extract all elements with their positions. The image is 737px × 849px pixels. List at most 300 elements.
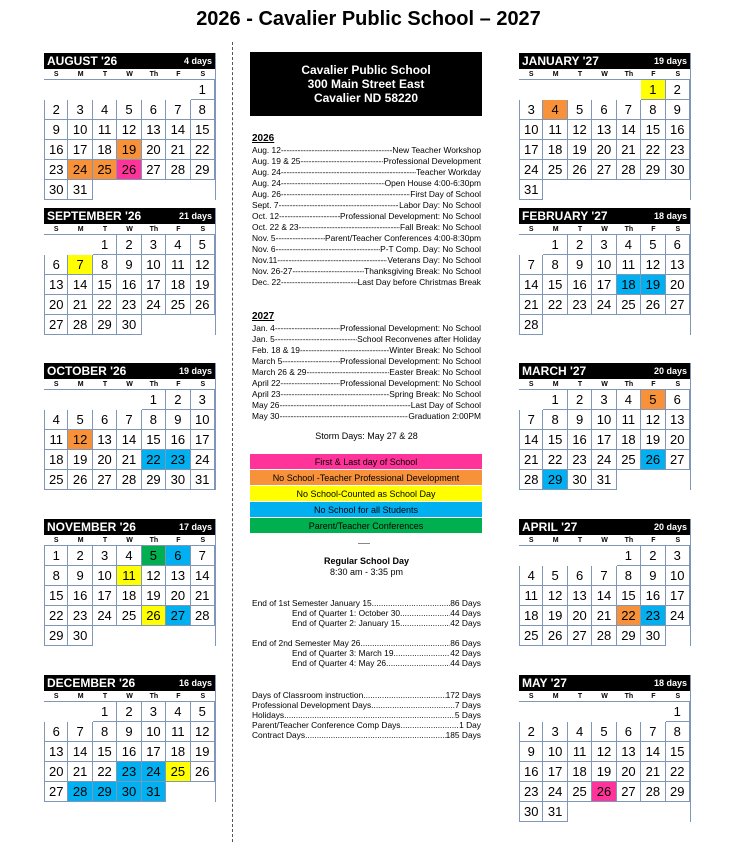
day-cell: 7: [617, 100, 641, 120]
weekday-header-row: [519, 379, 690, 390]
weekday-label: F: [651, 381, 656, 388]
summary-label: End of Quarter 1: October 30: [292, 608, 401, 618]
day-cell: 22: [543, 450, 567, 470]
weekday-label: M: [77, 381, 84, 388]
day-cell: 29: [641, 160, 665, 180]
day-cell: 23: [166, 450, 190, 470]
empty-cell: [166, 180, 190, 200]
summary-days: 1 Day: [459, 720, 481, 730]
day-cell: 2: [44, 100, 68, 120]
empty-cell: [641, 702, 665, 722]
event-row: [252, 244, 481, 255]
day-cell: 11: [617, 255, 641, 275]
day-cell: 29: [617, 626, 641, 646]
summary-row: [252, 690, 481, 700]
day-cell: 14: [117, 430, 141, 450]
weekday-label: S: [53, 537, 59, 544]
event-text: Professional Development: No School: [339, 323, 481, 333]
semester-1-row: [252, 598, 481, 608]
weekday-label: Th: [149, 537, 159, 544]
day-cell: 4: [543, 100, 567, 120]
day-cell: 14: [191, 566, 215, 586]
summary-days: 44 Days: [450, 608, 481, 618]
day-cell: 30: [44, 180, 68, 200]
day-cell: 13: [142, 120, 166, 140]
summary-row: [252, 618, 481, 628]
weekday-label: Th: [624, 71, 634, 78]
month-header: [44, 363, 215, 379]
day-cell: 30: [117, 315, 141, 335]
day-cell: 27: [568, 626, 592, 646]
day-cell: 22: [641, 140, 665, 160]
day-cell: 12: [592, 742, 616, 762]
weekday-label: S: [528, 381, 534, 388]
event-text: Parent/Teacher Conferences 4:00-8:30pm: [325, 233, 481, 243]
empty-cell: [166, 80, 190, 100]
day-cell: 4: [44, 410, 68, 430]
day-cell: 29: [93, 782, 117, 802]
empty-cell: [568, 180, 592, 200]
event-row: [252, 222, 481, 233]
day-cell: 12: [641, 255, 665, 275]
day-cell: 13: [592, 120, 616, 140]
month-name: SEPTEMBER '26: [47, 209, 142, 223]
event-text: Professional Development: [383, 156, 481, 166]
weekday-label: S: [528, 226, 534, 233]
day-cell: 10: [93, 566, 117, 586]
day-cell: 12: [568, 120, 592, 140]
leader-dashes: [275, 334, 357, 345]
day-cell: 1: [93, 702, 117, 722]
empty-cell: [617, 470, 641, 490]
day-cell: 13: [666, 410, 690, 430]
day-cell: 7: [166, 100, 190, 120]
weekday-label: M: [552, 226, 559, 233]
leader-dashes: [276, 233, 325, 244]
weekday-label: T: [577, 71, 583, 78]
day-cell: 5: [641, 390, 665, 410]
day-cell: 30: [68, 626, 92, 646]
empty-cell: [44, 702, 68, 722]
day-cell: 31: [68, 180, 92, 200]
day-cell: 10: [68, 120, 92, 140]
day-cell: 2: [568, 235, 592, 255]
weekday-label: W: [126, 71, 133, 78]
day-cell: 25: [166, 762, 190, 782]
month-header: [44, 208, 215, 224]
summary-row: [252, 608, 481, 618]
empty-cell: [519, 390, 543, 410]
day-cell: 31: [142, 782, 166, 802]
event-row: [252, 345, 481, 356]
weekday-header-row: [44, 379, 215, 390]
weekday-label: M: [552, 381, 559, 388]
day-cell: 20: [166, 586, 190, 606]
event-date: May 26: [252, 400, 280, 410]
weekday-label: M: [552, 537, 559, 544]
day-cell: 15: [191, 120, 215, 140]
weekday-header-row: [519, 535, 690, 546]
day-cell: 8: [142, 410, 166, 430]
day-cell: 20: [93, 450, 117, 470]
day-cell: 25: [44, 470, 68, 490]
day-cell: 2: [641, 546, 665, 566]
day-cell: 27: [44, 315, 68, 335]
day-cell: 22: [543, 295, 567, 315]
day-cell: 13: [93, 430, 117, 450]
empty-cell: [592, 315, 616, 335]
empty-cell: [641, 802, 665, 822]
leader-dashes: [279, 200, 400, 211]
leader-dashes: [281, 178, 385, 189]
day-cell: 22: [191, 140, 215, 160]
day-cell: 2: [117, 235, 141, 255]
event-date: March 26 & 29: [252, 367, 307, 377]
event-row: [252, 189, 481, 200]
empty-cell: [568, 702, 592, 722]
day-cell: 22: [142, 450, 166, 470]
empty-cell: [568, 802, 592, 822]
empty-cell: [543, 702, 567, 722]
event-text: Professional Development: No School: [339, 356, 481, 366]
event-row: [252, 178, 481, 189]
day-cell: 29: [93, 315, 117, 335]
day-cell: 10: [543, 742, 567, 762]
day-cell: 10: [142, 722, 166, 742]
event-text: First Day of School: [410, 189, 481, 199]
day-cell: 10: [142, 255, 166, 275]
empty-cell: [44, 390, 68, 410]
day-grid: [519, 390, 690, 490]
day-cell: 21: [519, 295, 543, 315]
storm-days: Storm Days: May 27 & 28: [315, 431, 418, 441]
day-cell: 5: [142, 546, 166, 566]
day-cell: 19: [191, 742, 215, 762]
regular-day-hours: 8:30 am - 3:35 pm: [329, 567, 404, 577]
day-cell: 21: [68, 762, 92, 782]
day-cell: 7: [592, 566, 616, 586]
event-row: [252, 233, 481, 244]
day-cell: 17: [666, 586, 690, 606]
day-cell: 11: [166, 255, 190, 275]
empty-cell: [592, 546, 616, 566]
legend-orange: No School -Teacher Professional Development: [250, 470, 482, 486]
day-cell: 27: [617, 782, 641, 802]
day-cell: 2: [68, 546, 92, 566]
day-cell: 21: [641, 762, 665, 782]
day-cell: 6: [666, 390, 690, 410]
day-cell: 23: [44, 160, 68, 180]
day-cell: 21: [519, 450, 543, 470]
day-cell: 2: [568, 390, 592, 410]
day-cell: 17: [142, 275, 166, 295]
day-cell: 15: [543, 275, 567, 295]
month-header: [519, 363, 690, 379]
day-cell: 6: [44, 255, 68, 275]
day-cell: 27: [44, 782, 68, 802]
summary-label: Days of Classroom instruction: [252, 690, 364, 700]
empty-cell: [68, 390, 92, 410]
weekday-label: Th: [149, 693, 159, 700]
day-cell: 3: [142, 235, 166, 255]
day-cell: 5: [68, 410, 92, 430]
month-days-count: 20 days: [653, 366, 687, 376]
month-feb: [519, 208, 691, 335]
month-name: DECEMBER '26: [47, 676, 136, 690]
day-cell: 21: [166, 140, 190, 160]
weekday-label: Th: [624, 226, 634, 233]
weekday-label: S: [53, 71, 59, 78]
day-cell: 16: [117, 275, 141, 295]
weekday-label: S: [200, 226, 206, 233]
leader-dashes: [275, 323, 340, 334]
month-nov: [44, 519, 216, 646]
empty-cell: [117, 80, 141, 100]
weekday-label: W: [601, 693, 608, 700]
day-cell: 10: [519, 120, 543, 140]
empty-cell: [191, 315, 215, 335]
weekday-label: S: [53, 693, 59, 700]
summary-row: [252, 658, 481, 668]
day-cell: 26: [543, 626, 567, 646]
weekday-label: T: [577, 381, 583, 388]
day-cell: 18: [519, 606, 543, 626]
event-date: Oct. 12: [252, 211, 279, 221]
month-header: [519, 519, 690, 535]
leader-dashes: [277, 255, 387, 266]
weekday-label: S: [675, 71, 681, 78]
event-date: Jan. 5: [252, 334, 275, 344]
day-cell: 28: [68, 315, 92, 335]
day-cell: 7: [68, 722, 92, 742]
weekday-label: T: [102, 226, 108, 233]
day-cell: 9: [68, 566, 92, 586]
event-date: Nov.11: [252, 255, 278, 265]
day-cell: 15: [93, 742, 117, 762]
event-text: Fall Break: No School: [400, 222, 481, 232]
day-cell: 4: [166, 702, 190, 722]
day-cell: 8: [191, 100, 215, 120]
day-cell: 22: [617, 606, 641, 626]
weekday-label: F: [176, 226, 181, 233]
weekday-label: T: [102, 71, 108, 78]
empty-cell: [617, 702, 641, 722]
day-cell: 27: [666, 295, 690, 315]
legend-blue: No School for all Students: [250, 502, 482, 518]
legend-green: Parent/Teacher Conferences: [250, 518, 482, 534]
event-date: Nov. 5: [252, 233, 276, 243]
day-cell: 14: [617, 120, 641, 140]
day-cell: 17: [592, 430, 616, 450]
leader-dots: [400, 608, 450, 618]
weekday-label: T: [102, 537, 108, 544]
month-header: [519, 675, 690, 691]
empty-cell: [166, 315, 190, 335]
event-row: [252, 389, 481, 400]
empty-cell: [617, 80, 641, 100]
empty-cell: [592, 180, 616, 200]
month-days-count: 17 days: [178, 522, 212, 532]
day-cell: 5: [543, 566, 567, 586]
day-cell: 9: [568, 410, 592, 430]
day-cell: 9: [117, 722, 141, 742]
empty-cell: [543, 180, 567, 200]
day-cell: 24: [592, 450, 616, 470]
event-row: [252, 277, 481, 288]
day-cell: 12: [191, 255, 215, 275]
event-date: Aug. 26: [252, 189, 281, 199]
month-days-count: 21 days: [178, 211, 212, 221]
day-cell: 1: [543, 390, 567, 410]
day-cell: 11: [519, 586, 543, 606]
weekday-label: W: [601, 71, 608, 78]
empty-cell: [666, 315, 690, 335]
leader-dashes: [276, 244, 381, 255]
leader-dots: [401, 720, 460, 730]
regular-day-title: Regular School Day: [323, 556, 410, 566]
day-cell: 25: [617, 295, 641, 315]
day-cell: 18: [568, 762, 592, 782]
month-name: NOVEMBER '26: [47, 520, 136, 534]
event-row: [252, 156, 481, 167]
day-cell: 29: [44, 626, 68, 646]
event-date: Dec. 22: [252, 277, 281, 287]
leader-dots: [371, 700, 455, 710]
day-cell: 8: [543, 410, 567, 430]
event-text: Last Day of School: [410, 400, 481, 410]
empty-cell: [617, 180, 641, 200]
day-cell: 29: [191, 160, 215, 180]
month-days-count: 20 days: [653, 522, 687, 532]
day-cell: 23: [568, 295, 592, 315]
semester-2-row: [252, 638, 481, 648]
month-name: FEBRUARY '27: [522, 209, 608, 223]
weekday-label: Th: [624, 693, 634, 700]
weekday-label: S: [200, 381, 206, 388]
day-cell: 5: [191, 702, 215, 722]
day-cell: 30: [666, 160, 690, 180]
day-cell: 1: [142, 390, 166, 410]
day-cell: 17: [191, 430, 215, 450]
day-cell: 21: [191, 586, 215, 606]
semester-2: [252, 638, 481, 668]
events-2026-list: [252, 145, 481, 288]
day-cell: 6: [592, 100, 616, 120]
day-cell: 25: [117, 606, 141, 626]
day-cell: 12: [117, 120, 141, 140]
day-cell: 8: [44, 566, 68, 586]
day-cell: 12: [142, 566, 166, 586]
day-cell: 11: [543, 120, 567, 140]
day-cell: 21: [617, 140, 641, 160]
day-cell: 16: [166, 430, 190, 450]
day-cell: 19: [117, 140, 141, 160]
empty-cell: [44, 235, 68, 255]
event-row: [252, 323, 481, 334]
leader-dots: [386, 658, 450, 668]
event-text: Labor Day: No School: [399, 200, 481, 210]
semester-2-label: End of 2nd Semester May 26: [252, 638, 361, 648]
day-cell: 18: [617, 275, 641, 295]
month-days-count: 18 days: [653, 678, 687, 688]
day-cell: 7: [117, 410, 141, 430]
event-row: [252, 167, 481, 178]
day-cell: 11: [93, 120, 117, 140]
weekday-label: S: [675, 226, 681, 233]
day-cell: 10: [592, 255, 616, 275]
day-cell: 20: [592, 140, 616, 160]
day-cell: 23: [568, 450, 592, 470]
events-2027-heading: 2027: [252, 311, 275, 322]
empty-cell: [68, 80, 92, 100]
weekday-label: S: [53, 381, 59, 388]
event-text: P-T Comp. Day: No School: [380, 244, 481, 254]
leader-dashes: [279, 400, 410, 411]
event-row: [252, 211, 481, 222]
empty-cell: [93, 390, 117, 410]
day-cell: 26: [592, 782, 616, 802]
divider: [232, 42, 233, 842]
day-cell: 16: [519, 762, 543, 782]
day-cell: 31: [191, 470, 215, 490]
day-cell: 3: [68, 100, 92, 120]
event-date: Aug. 24: [252, 167, 281, 177]
events-2026: [252, 132, 481, 288]
summary-label: End of Quarter 3: March 19: [292, 648, 394, 658]
leader-dots: [393, 648, 450, 658]
day-cell: 4: [117, 546, 141, 566]
day-cell: 19: [191, 275, 215, 295]
day-cell: 20: [44, 762, 68, 782]
summary-row: [252, 730, 481, 740]
day-cell: 4: [93, 100, 117, 120]
day-cell: 17: [519, 140, 543, 160]
day-cell: 19: [568, 140, 592, 160]
day-cell: 27: [592, 160, 616, 180]
event-row: [252, 334, 481, 345]
day-cell: 16: [568, 430, 592, 450]
day-cell: 14: [592, 586, 616, 606]
weekday-label: F: [651, 226, 656, 233]
weekday-label: S: [200, 71, 206, 78]
event-row: [252, 200, 481, 211]
weekday-header-row: [519, 69, 690, 80]
day-grid: [44, 80, 215, 200]
day-cell: 17: [592, 275, 616, 295]
empty-cell: [93, 626, 117, 646]
day-cell: 13: [666, 255, 690, 275]
day-cell: 16: [68, 586, 92, 606]
day-cell: 24: [519, 160, 543, 180]
empty-cell: [543, 546, 567, 566]
day-cell: 2: [519, 722, 543, 742]
day-cell: 30: [519, 802, 543, 822]
empty-cell: [93, 80, 117, 100]
leader-dashes: [281, 189, 410, 200]
semester-1-label: End of 1st Semester January 15: [252, 598, 372, 608]
day-cell: 29: [666, 782, 690, 802]
empty-cell: [666, 180, 690, 200]
weekday-label: M: [77, 71, 84, 78]
weekday-label: M: [77, 226, 84, 233]
day-cell: 1: [617, 546, 641, 566]
weekday-header-row: [44, 224, 215, 235]
school-street: 300 Main Street East: [307, 77, 425, 91]
weekday-label: S: [200, 537, 206, 544]
weekday-label: T: [577, 226, 583, 233]
day-cell: 1: [191, 80, 215, 100]
empty-cell: [142, 180, 166, 200]
